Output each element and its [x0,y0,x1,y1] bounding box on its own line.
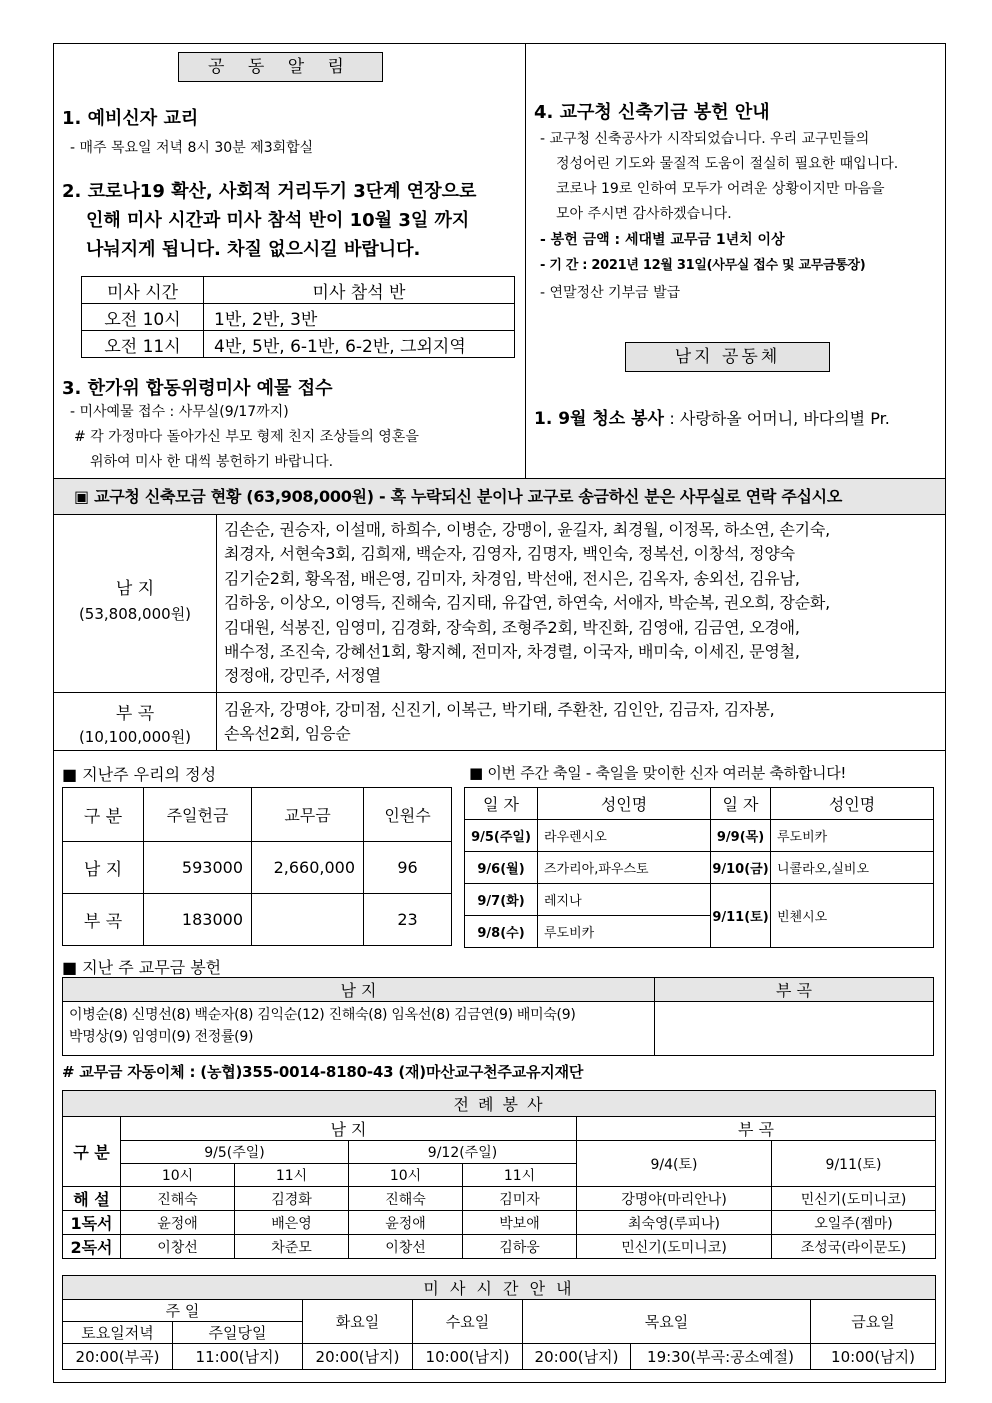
offering-header: 교무금 [252,788,364,842]
donation-bottom-border [54,750,945,751]
namji-community-title: 남지 공동체 [625,342,830,372]
service-person: 최숙영(루피나) [577,1211,772,1235]
donation-label-divider [216,514,217,750]
feast-saint: 루도비카 [538,916,711,948]
feast-header: 성인명 [538,788,711,820]
service-bugok-header: 부 곡 [577,1117,936,1141]
service-person: 오일주(젬마) [772,1211,936,1235]
service-time: 11시 [235,1164,349,1187]
service-person: 윤정애 [121,1211,235,1235]
mass-times-sunday-day: 주일당일 [173,1322,303,1344]
notice-item1-body: - 매주 목요일 저녁 8시 30분 제3회합실 [70,140,314,156]
feast-date: 9/6(월) [465,852,538,884]
notice-item3-body2: # 각 가정마다 돌아가신 부모 형제 친지 조상들의 영혼을 [74,429,419,445]
mass-time-value: 10:00(남지) [413,1344,523,1370]
mass-times-table [62,1275,936,1370]
donation-row-divider [54,692,945,693]
dues-title: ■ 지난 주 교무금 봉헌 [62,958,222,977]
mass-table-header-class: 미사 참석 반 [204,277,515,304]
donation-namji-names-line: 김손순, 권승자, 이설매, 하희수, 이병순, 강맹이, 윤길자, 최경월, 이정목, 하소연, 손기숙, [224,520,831,539]
notice-item4-line3: 코로나 19로 인하여 모두가 어려운 상황이지만 마음을 [556,181,885,197]
mass-times-day: 화요일 [303,1300,413,1344]
service-person: 김하웅 [463,1235,577,1259]
feast-date: 9/8(수) [465,916,538,948]
service-person: 이창선 [349,1235,463,1259]
mass-time-value: 10:00(남지) [811,1344,936,1370]
mass-times-title: 미 사 시 간 안 내 [63,1276,936,1300]
donation-namji-label: 남 지 [115,579,155,599]
notice-item4-line2: 정성어린 기도와 물질적 도움이 절실히 필요한 때입니다. [556,156,899,172]
service-table [62,1090,936,1259]
service-gubun: 구 분 [63,1117,121,1187]
notice-item3-title: 3. 한가위 합동위령미사 예물 접수 [62,378,333,399]
service-time: 11시 [463,1164,577,1187]
service-person: 진해숙 [121,1187,235,1211]
service-date: 9/12(주일) [349,1141,577,1164]
service-person: 차준모 [235,1235,349,1259]
service-person: 조성국(라이문도) [772,1235,936,1259]
mass-times-day: 금요일 [811,1300,936,1344]
donation-namji-names-line: 정정애, 강민주, 서정열 [224,666,381,686]
donation-namji-amount: (53,808,000원) [78,605,192,623]
dues-namji-header: 남 지 [63,978,655,1002]
service-namji-header: 남 지 [121,1117,577,1141]
service-time: 10시 [349,1164,463,1187]
offering-header: 주일헌금 [144,788,252,842]
notice-title: 공 동 알 림 [178,52,383,82]
service-title: 전 례 봉 사 [63,1091,936,1117]
feast-date: 9/9(목) [711,820,771,852]
notice-item1-title: 1. 예비신자 교리 [62,108,199,129]
feast-date: 9/5(주일) [465,820,538,852]
offering-header: 인원수 [364,788,452,842]
donation-namji-names [224,518,944,689]
donation-namji-names-line: 김하웅, 이상오, 이영득, 진해숙, 김지태, 유갑연, 하연숙, 서애자, 박순복, 권오희, 장순화, [224,593,831,613]
mass-time-value: 19:30(부곡:공소예절) [631,1344,811,1370]
feast-table [464,787,934,948]
mass-table-class: 1반, 2반, 3반 [204,304,515,331]
dues-namji-names [63,1002,655,1056]
service-person: 강명야(마리안나) [577,1187,772,1211]
service-person: 김미자 [463,1187,577,1211]
donation-bugok-names-line: 김윤자, 강명야, 강미점, 신진기, 이복근, 박기태, 주환찬, 김인안, 김금자, 김자봉, [224,700,775,719]
donation-namji-names-line: 김기순2회, 황옥점, 배은영, 김미자, 차경임, 박선애, 전시은, 김옥자, 송외선, 김유남, [224,568,800,588]
service-person: 김경화 [235,1187,349,1211]
offering-row-label: 부 곡 [63,894,144,946]
offering-count: 23 [364,894,452,946]
mass-time-value: 11:00(남지) [173,1344,303,1370]
donation-bugok-amount: (10,100,000원) [78,728,192,746]
dues-namji-line: 박명상(9) 임영미(9) 전정률(9) [69,1029,254,1045]
feast-header: 일 자 [711,788,771,820]
dues-bugok-header: 부 곡 [655,978,934,1002]
offering-title: ■ 지난주 우리의 정성 [62,765,217,784]
feast-saint: 빈첸시오 [771,884,934,948]
donation-bugok-label-box [54,699,216,747]
notice-item3-body1: - 미사예물 접수 : 사무실(9/17까지) [70,404,289,420]
donation-header [54,479,945,514]
dues-bugok-names [655,1002,934,1056]
service-person: 윤정애 [349,1211,463,1235]
feast-saint: 라우렌시오 [538,820,711,852]
mass-times-sunday: 주 일 [63,1300,303,1322]
service-time: 10시 [121,1164,235,1187]
service-person: 배은영 [235,1211,349,1235]
notice-item2-line1: 2. 코로나19 확산, 사회적 거리두기 3단계 연장으로 [62,181,477,202]
service-date: 9/11(토) [772,1141,936,1187]
page-frame [53,43,946,1383]
mass-time-value: 20:00(남지) [523,1344,631,1370]
notice-item4-period: - 기 간 : 2021년 12월 31일(사무실 접수 및 교무금통장) [540,258,866,273]
donation-bugok-names-line: 손옥선2회, 임응순 [224,724,351,744]
donation-namji-label-box [54,574,216,624]
offering-sunday: 593000 [144,842,252,894]
feast-saint: 레지나 [538,884,711,916]
mass-times-day: 목요일 [523,1300,811,1344]
feast-title: ■ 이번 주간 축일 - 축일을 맞이한 신자 여러분 축하합니다! [469,764,847,782]
feast-saint: 니콜라오,실비오 [771,852,934,884]
dues-namji-line: 이병순(8) 신명선(8) 백순자(8) 김익순(12) 진해숙(8) 임옥선(8) 김금연(9) 배미숙(9) [69,1007,576,1023]
mass-times-day: 수요일 [413,1300,523,1344]
donation-namji-names-line: 배수정, 조진숙, 강혜선1회, 황지혜, 전미자, 차경렬, 이국자, 배미숙, 이세진, 문영철, [224,642,800,662]
service-person: 민신기(도미니코) [772,1187,936,1211]
mass-time-value: 20:00(남지) [303,1344,413,1370]
donation-namji-names-line: 최경자, 서현숙3회, 김희재, 백순자, 김영자, 김명자, 백인숙, 정복선, 이창석, 정양숙 [224,544,795,564]
donation-header-border [54,514,945,515]
notice-item4-tax: - 연말정산 기부금 발급 [540,285,681,301]
namji-community-item1-title: 1. 9월 청소 봉사 [534,409,664,429]
donation-bugok-names [224,698,944,747]
dues-auto-transfer: # 교무금 자동이체 : (농협)355-0014-8180-43 (재)마산교구천주교유지재단 [62,1063,584,1081]
feast-saint: 즈가리아,파우스토 [538,852,711,884]
notice-item4-title: 4. 교구청 신축기금 봉헌 안내 [534,102,770,123]
service-date: 9/5(주일) [121,1141,349,1164]
mass-time-value: 20:00(부곡) [63,1344,173,1370]
notice-item3-body3: 위하여 미사 한 대씩 봉헌하기 바랍니다. [90,454,334,470]
service-person: 이창선 [121,1235,235,1259]
mass-attendance-table [81,276,515,358]
offering-row-label: 남 지 [63,842,144,894]
donation-bugok-label: 부 곡 [115,704,155,724]
offering-count: 96 [364,842,452,894]
feast-header: 일 자 [465,788,538,820]
feast-date: 9/11(토) [711,884,771,948]
donation-namji-names-line: 김대원, 석봉진, 임영미, 김경화, 장숙희, 조형주2회, 박진화, 김영애, 김금연, 오경애, [224,617,800,637]
feast-date: 9/10(금) [711,852,771,884]
mass-table-header-time: 미사 시간 [82,277,204,304]
notice-item4-line4: 모아 주시면 감사하겠습니다. [556,206,732,222]
donation-header-note: - 혹 누락되신 분이나 교구로 송금하신 분은 사무실로 연락 주십시오 [378,487,842,506]
notice-item4-amount: - 봉헌 금액 : 세대별 교무금 1년치 이상 [540,232,785,248]
donation-header-title: ▣ 교구청 신축모금 현황 (63,908,000원) [74,487,374,506]
offering-table [62,787,452,946]
offering-header: 구 분 [63,788,144,842]
service-role: 2독서 [63,1235,121,1259]
feast-header: 성인명 [771,788,934,820]
mass-table-time: 오전 11시 [82,331,204,358]
offering-sunday: 183000 [144,894,252,946]
offering-dues: 2,660,000 [252,842,364,894]
service-role: 해 설 [63,1187,121,1211]
mass-table-class: 4반, 5반, 6-1반, 6-2반, 그외지역 [204,331,515,358]
service-person: 진해숙 [349,1187,463,1211]
feast-date: 9/7(화) [465,884,538,916]
mass-table-time: 오전 10시 [82,304,204,331]
mass-times-sat-eve: 토요일저녁 [63,1322,173,1344]
notice-item4-line1: - 교구청 신축공사가 시작되었습니다. 우리 교구민들의 [540,131,870,147]
notice-item2-line2: 인해 미사 시간과 미사 참석 반이 10월 3일 까지 [86,210,470,231]
service-person: 박보애 [463,1211,577,1235]
top-column-divider [525,44,526,478]
offering-dues [252,894,364,946]
namji-community-item1 [534,404,890,429]
notice-item2-line3: 나눠지게 됩니다. 차질 없으시길 바랍니다. [86,239,421,260]
namji-community-item1-body: : 사랑하올 어머니, 바다의별 Pr. [669,409,890,428]
service-role: 1독서 [63,1211,121,1235]
feast-saint: 루도비카 [771,820,934,852]
service-date: 9/4(토) [577,1141,772,1187]
dues-table [62,977,934,1056]
service-person: 민신기(도미니코) [577,1235,772,1259]
